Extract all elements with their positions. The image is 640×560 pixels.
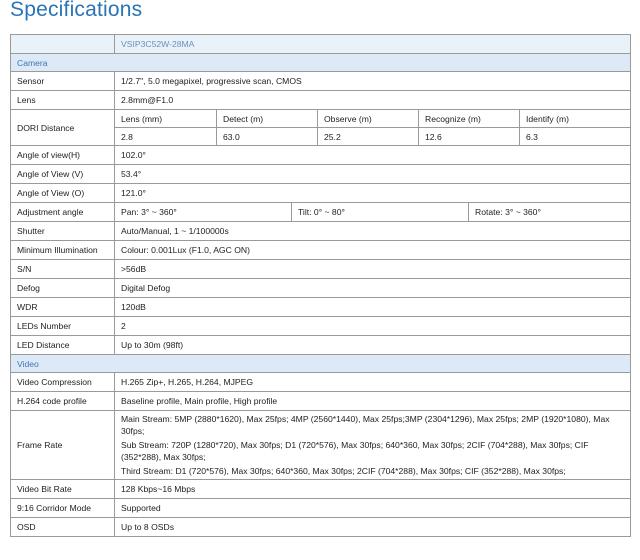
spec-label: Angle of view(H) bbox=[11, 146, 115, 165]
spec-row-profile bbox=[11, 392, 631, 411]
spec-table bbox=[10, 34, 631, 537]
dori-header: Recognize (m) bbox=[419, 110, 520, 128]
spec-value: 2 bbox=[115, 317, 631, 336]
spec-row-defog bbox=[11, 279, 631, 298]
spec-label: Angle of View (V) bbox=[11, 165, 115, 184]
spec-value: Digital Defog bbox=[115, 279, 631, 298]
pan-value: Pan: 3° ~ 360° bbox=[115, 203, 292, 221]
spec-row-adjustment bbox=[11, 203, 631, 222]
spec-row-frame-rate bbox=[11, 411, 631, 480]
spec-label: H.264 code profile bbox=[11, 392, 115, 411]
spec-value: 121.0° bbox=[115, 184, 631, 203]
spec-label: OSD bbox=[11, 518, 115, 537]
spec-row-aov-v bbox=[11, 165, 631, 184]
spec-row-sn bbox=[11, 260, 631, 279]
page-title: Specifications bbox=[10, 0, 143, 21]
section-title: Camera bbox=[11, 54, 631, 72]
spec-label: Adjustment angle bbox=[11, 203, 115, 222]
spec-label: Lens bbox=[11, 91, 115, 110]
spec-value: 1/2.7", 5.0 megapixel, progressive scan, CMOS bbox=[115, 72, 631, 91]
spec-row-osd bbox=[11, 518, 631, 537]
spec-label: S/N bbox=[11, 260, 115, 279]
spec-label: Defog bbox=[11, 279, 115, 298]
dori-value: 25.2 bbox=[318, 128, 419, 146]
dori-header: Identify (m) bbox=[520, 110, 631, 128]
spec-row-led-distance bbox=[11, 336, 631, 355]
dori-header: Detect (m) bbox=[217, 110, 318, 128]
rotate-value: Rotate: 3° ~ 360° bbox=[475, 207, 541, 217]
spec-value: 120dB bbox=[115, 298, 631, 317]
spec-row-aov-h bbox=[11, 146, 631, 165]
spec-row-shutter bbox=[11, 222, 631, 241]
spec-value: H.265 Zip+, H.265, H.264, MJPEG bbox=[115, 373, 631, 392]
sub-stream: Sub Stream: 720P (1280*720), Max 30fps; D1 (720*576), Max 30fps; 640*360, Max 30fps; 2CIF (704*288), Max 30fps; CIF (352*288), Max 30fps; bbox=[121, 440, 589, 462]
spec-value: 2.8mm@F1.0 bbox=[115, 91, 631, 110]
spec-row-lens bbox=[11, 91, 631, 110]
dori-header: Lens (mm) bbox=[115, 110, 217, 128]
spec-label: Sensor bbox=[11, 72, 115, 91]
third-stream: Third Stream: D1 (720*576), Max 30fps; 640*360, Max 30fps; 2CIF (704*288), Max 30fps; CIF (352*288), Max 30fps; bbox=[121, 466, 566, 476]
dori-value: 63.0 bbox=[217, 128, 318, 146]
spec-label: WDR bbox=[11, 298, 115, 317]
spec-row-corridor bbox=[11, 499, 631, 518]
spec-value: Supported bbox=[115, 499, 631, 518]
spec-row-aov-o bbox=[11, 184, 631, 203]
dori-value: 2.8 bbox=[115, 128, 217, 146]
spec-label: Shutter bbox=[11, 222, 115, 241]
frame-rate-values bbox=[115, 411, 631, 480]
spec-row-min-illumination bbox=[11, 241, 631, 260]
spec-value: Colour: 0.001Lux (F1.0, AGC ON) bbox=[115, 241, 631, 260]
spec-row-leds bbox=[11, 317, 631, 336]
spec-label: LED Distance bbox=[11, 336, 115, 355]
spec-row-compression bbox=[11, 373, 631, 392]
spec-value: Up to 30m (98ft) bbox=[115, 336, 631, 355]
spec-label: 9:16 Corridor Mode bbox=[11, 499, 115, 518]
spec-label: DORI Distance bbox=[11, 110, 115, 146]
spec-row-sensor bbox=[11, 72, 631, 91]
dori-header-row bbox=[11, 110, 631, 128]
model-row bbox=[11, 35, 631, 54]
dori-header: Observe (m) bbox=[318, 110, 419, 128]
spec-label: Minimum Illumination bbox=[11, 241, 115, 260]
spec-label: Angle of View (O) bbox=[11, 184, 115, 203]
spec-value: Auto/Manual, 1 ~ 1/100000s bbox=[115, 222, 631, 241]
spec-label: Video Bit Rate bbox=[11, 480, 115, 499]
spec-value: Baseline profile, Main profile, High profile bbox=[115, 392, 631, 411]
spec-value: 102.0° bbox=[115, 146, 631, 165]
spec-value: >56dB bbox=[115, 260, 631, 279]
spec-label: Frame Rate bbox=[11, 411, 115, 480]
spec-row-bitrate bbox=[11, 480, 631, 499]
spec-value: 53.4° bbox=[115, 165, 631, 184]
dori-value: 6.3 bbox=[520, 128, 631, 146]
section-camera bbox=[11, 54, 631, 72]
spec-label: Video Compression bbox=[11, 373, 115, 392]
section-title: Video bbox=[11, 355, 631, 373]
spec-value: 128 Kbps~16 Mbps bbox=[115, 480, 631, 499]
spec-row-wdr bbox=[11, 298, 631, 317]
spec-label: LEDs Number bbox=[11, 317, 115, 336]
adjustment-values bbox=[115, 203, 631, 222]
model-label-cell bbox=[11, 35, 115, 54]
tilt-value: Tilt: 0° ~ 80° bbox=[292, 203, 469, 221]
main-stream: Main Stream: 5MP (2880*1620), Max 25fps; 4MP (2560*1440), Max 25fps;3MP (2304*1296), Max 25fps; 2MP (1920*1080), Max 30fps; bbox=[121, 414, 610, 436]
spec-value: Up to 8 OSDs bbox=[115, 518, 631, 537]
model-name: VSIP3C52W-28MA bbox=[115, 35, 631, 54]
section-video bbox=[11, 355, 631, 373]
dori-value: 12.6 bbox=[419, 128, 520, 146]
